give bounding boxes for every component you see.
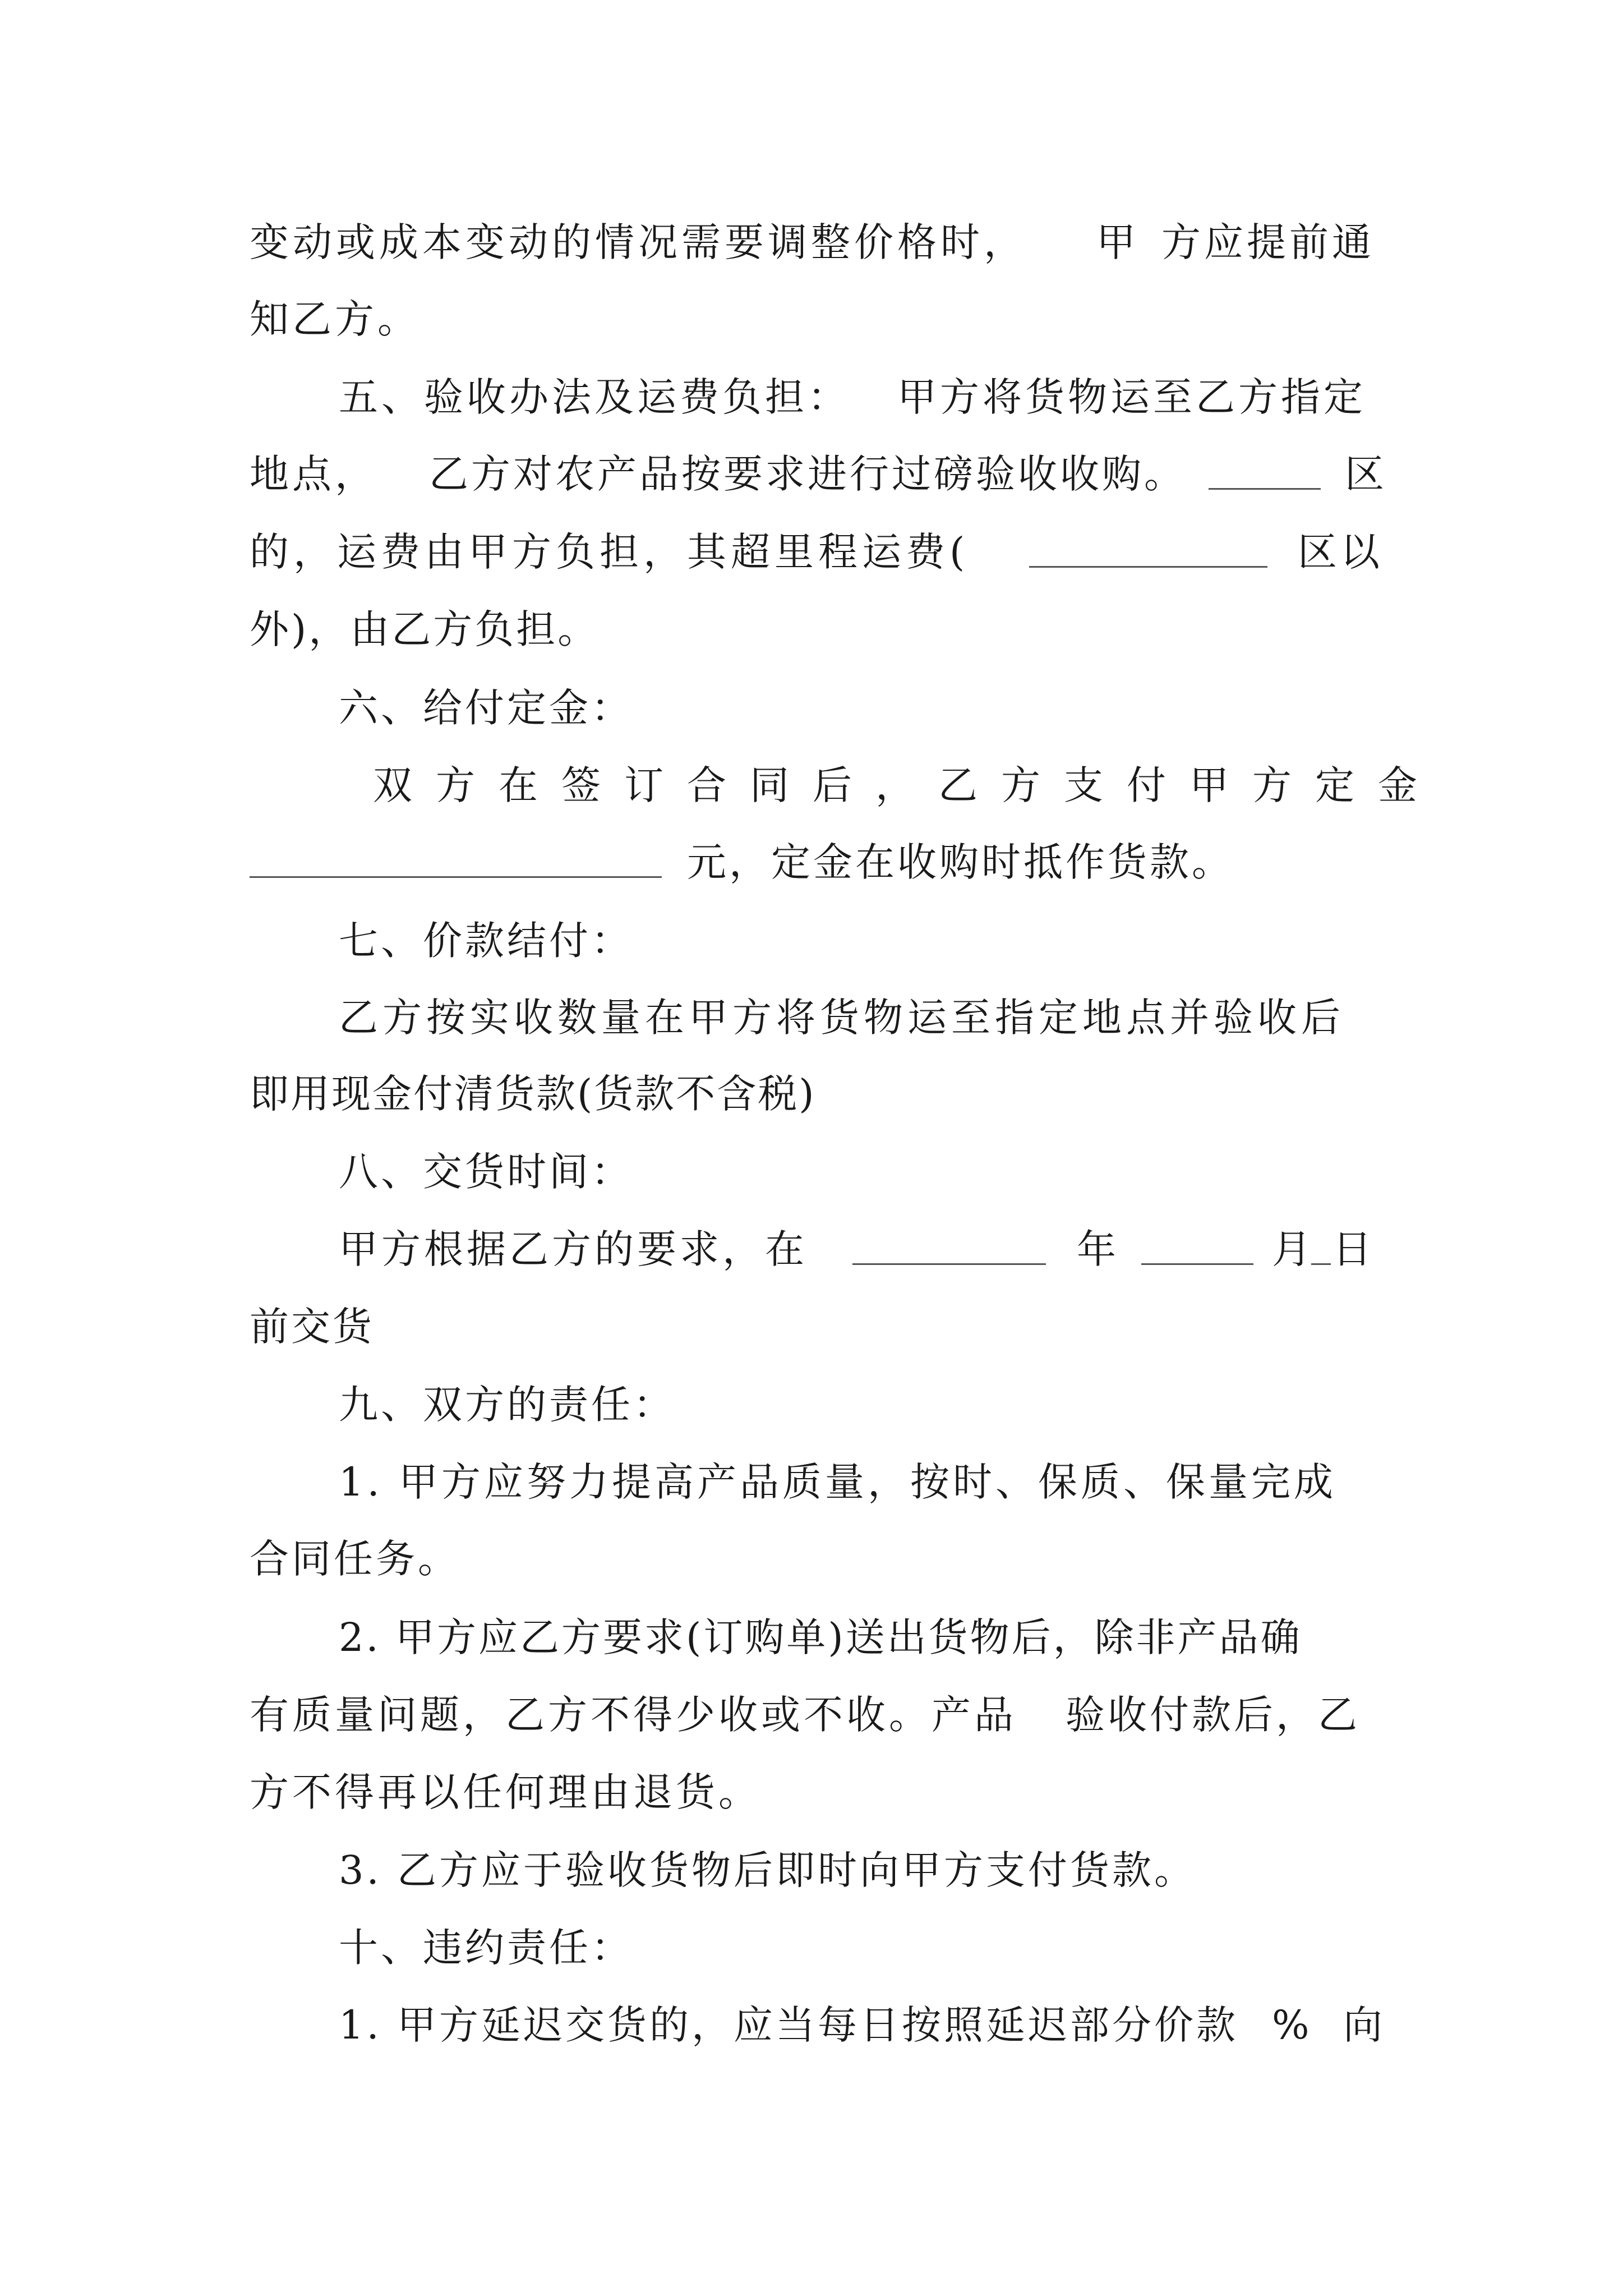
- text-segment: 八、交货时间：: [339, 1149, 633, 1195]
- text-line: [0, 205, 1623, 282]
- blank-underline: [1141, 1263, 1253, 1265]
- text-segment: 方不得再以任何理由退货。: [250, 1769, 761, 1815]
- text-segment: 甲方根据乙方的要求，在: [339, 1226, 808, 1272]
- text-segment: 区以: [1298, 529, 1383, 575]
- text-line: [0, 282, 1623, 358]
- text-line: [0, 1677, 1623, 1754]
- text-line: [0, 436, 1623, 513]
- blank-underline: [1311, 1263, 1331, 1265]
- text-segment: 七、价款结付：: [339, 918, 633, 964]
- text-segment: 六、给付定金：: [339, 685, 633, 731]
- text-line: [0, 825, 1623, 901]
- text-line: [0, 1212, 1623, 1289]
- text-segment: 区: [1345, 451, 1384, 497]
- text-line: [0, 592, 1623, 669]
- text-line: [0, 1987, 1623, 2064]
- text-line: [0, 1521, 1623, 1598]
- text-segment: 的，运费由甲方负担，其超里程运费(: [250, 529, 970, 575]
- text-segment: 乙方对农产品按要求进行过磅验收收购。: [429, 451, 1186, 497]
- text-segment: 知乙方。: [250, 296, 420, 342]
- text-segment: 甲方将货物运至乙方指定: [897, 374, 1366, 420]
- blank-underline: [1029, 566, 1267, 568]
- text-segment: 前交货: [250, 1304, 374, 1350]
- text-line: [0, 903, 1623, 980]
- blank-underline: [1209, 488, 1321, 490]
- text-segment: 1. 甲方应努力提高产品质量，按时、保质、保量完成: [339, 1459, 1337, 1505]
- text-line: [0, 1833, 1623, 1910]
- text-segment: 月: [1272, 1226, 1311, 1272]
- text-segment: 日: [1332, 1226, 1372, 1272]
- text-line: [0, 1056, 1623, 1133]
- text-line: [0, 1134, 1623, 1211]
- text-segment: 外)，由乙方负担。: [250, 606, 600, 652]
- text-segment: 2. 甲方应乙方要求(订购单)送出货物后，除非产品确: [339, 1614, 1302, 1660]
- text-line: [0, 980, 1623, 1057]
- text-line: [0, 1444, 1623, 1521]
- text-segment: 向: [1343, 2002, 1382, 2048]
- text-segment: 方应提前通: [1161, 219, 1375, 265]
- text-segment: 验收付款后，乙: [1066, 1692, 1360, 1738]
- text-segment: 地点，: [250, 451, 377, 497]
- text-line: [0, 514, 1623, 591]
- text-line: [0, 360, 1623, 436]
- text-segment: 双方在签订合同后，乙方支付甲方定金: [373, 762, 1441, 808]
- text-segment: 3. 乙方应于验收货物后即时向甲方支付货款。: [339, 1847, 1197, 1893]
- text-segment: 九、双方的责任：: [339, 1382, 675, 1428]
- text-segment: 年: [1077, 1226, 1116, 1272]
- text-segment: 元，定金在收购时抵作货款。: [687, 839, 1234, 885]
- text-segment: 甲: [1096, 219, 1136, 265]
- text-segment: %: [1272, 2002, 1310, 2048]
- blank-underline: [250, 876, 662, 878]
- text-segment: 合同任务。: [250, 1536, 460, 1582]
- blank-underline: [852, 1263, 1046, 1265]
- text-line: [0, 1600, 1623, 1677]
- text-segment: 即用现金付清货款(货款不含税): [250, 1071, 816, 1117]
- text-line: [0, 748, 1623, 825]
- text-segment: 五、验收办法及运费负担：: [339, 374, 850, 420]
- text-segment: 十、违约责任：: [339, 1925, 633, 1971]
- text-line: [0, 670, 1623, 747]
- text-line: [0, 1367, 1623, 1444]
- text-line: [0, 1755, 1623, 1832]
- text-line: [0, 1910, 1623, 1987]
- text-segment: 乙方按实收数量在甲方将货物运至指定地点并验收后: [339, 995, 1345, 1041]
- text-line: [0, 1289, 1623, 1366]
- text-segment: 变动或成本变动的情况需要调整价格时，: [250, 219, 1027, 265]
- text-segment: 有质量问题，乙方不得少收或不收。产品: [250, 1692, 1017, 1738]
- text-segment: 1. 甲方延迟交货的，应当每日按照延迟部分价款: [339, 2002, 1239, 2048]
